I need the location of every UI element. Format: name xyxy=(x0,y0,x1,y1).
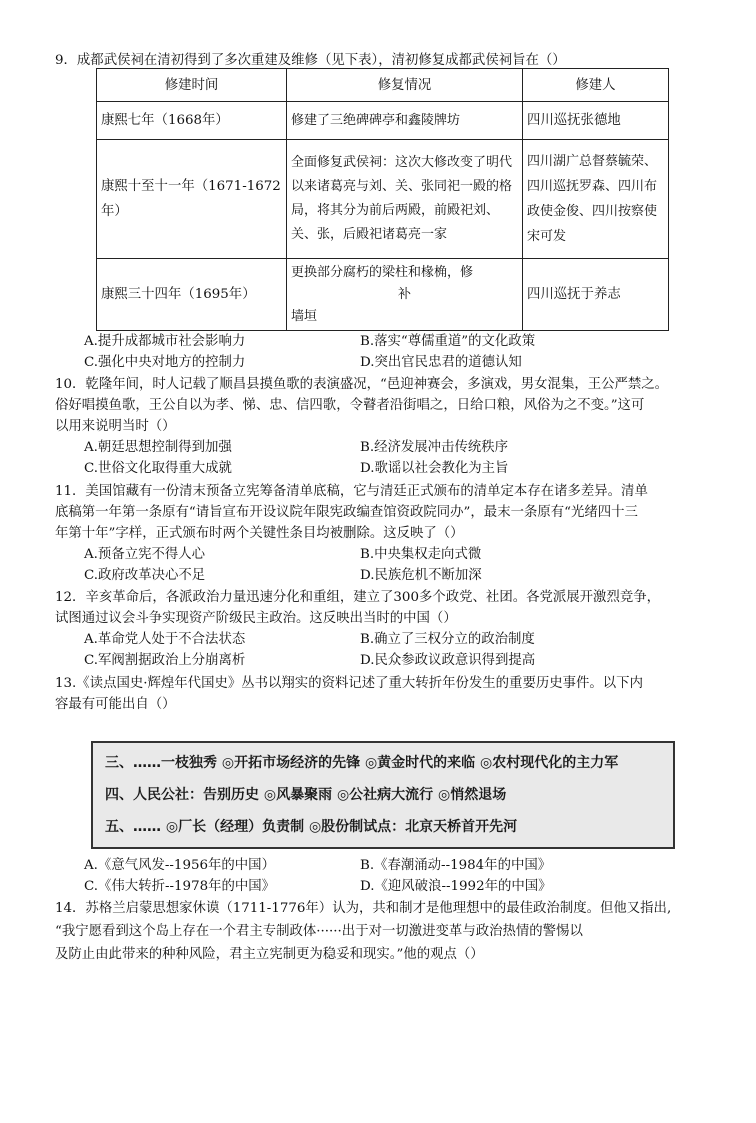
table-cell-person: 四川湖广总督蔡毓荣、四川巡抚罗森、四川布政使金俊、四川按察使宋可发 xyxy=(523,140,669,259)
q13-option-b: B.《春潮涌动--1984年的中国》 xyxy=(360,858,552,873)
q12-stem-line2: 试图通过议会斗争实现资产阶级民主政治。这反映出当时的中国（） xyxy=(55,611,457,626)
table-row xyxy=(97,102,669,140)
q10-option-d: D.歌谣以社会教化为主旨 xyxy=(360,461,509,476)
q11-option-c: C.政府改革决心不足 xyxy=(84,568,206,583)
table-row xyxy=(97,140,669,259)
table-cell-time: 康熙三十四年（1695年） xyxy=(97,259,287,331)
table-row xyxy=(97,259,669,331)
table-cell-time: 康熙十至十一年（1671-1672年） xyxy=(97,140,287,259)
q12-option-b: B.确立了三权分立的政治制度 xyxy=(360,632,535,647)
q9-option-c: C.强化中央对地方的控制力 xyxy=(84,355,246,370)
q13-excerpt-image xyxy=(91,741,675,849)
q10-option-b: B.经济发展冲击传统秩序 xyxy=(360,440,509,455)
q12-option-a: A.革命党人处于不合法状态 xyxy=(84,632,246,647)
q11-stem-line1: 11．美国馆藏有一份清末预备立宪筹备清单底稿，它与清廷正式颁布的清单定本存在诸多差异。清单 xyxy=(55,484,648,499)
detail-line-3: 墙垣 xyxy=(291,308,318,324)
q13-stem-line1: 13.《读点国史·辉煌年代国史》丛书以翔实的资料记述了重大转折年份发生的重要历史事件。以下内 xyxy=(55,676,643,691)
q14-stem-line1: 14．苏格兰启蒙思想家休谟（1711-1776年）认为，共和制才是他理想中的最佳政治制度。但他又指出, xyxy=(55,901,672,916)
q11-option-d: D.民族危机不断加深 xyxy=(360,568,482,583)
q10-stem-line3: 以用来说明当时（） xyxy=(55,419,176,434)
table-cell-person: 四川巡抚张德地 xyxy=(523,102,669,140)
q11-stem-line3: 年第十年”字样，正式颁布时两个关键性条目均被删除。这反映了（） xyxy=(55,526,464,541)
q11-stem-line2: 底稿第一年第一条原有“请旨宣布开设议院年限宪政编查馆资政院同办”，最末一条原有“光绪四十三 xyxy=(55,505,638,520)
q13-option-d: D.《迎风破浪--1992年的中国》 xyxy=(360,879,552,894)
excerpt-row-3: 五、…… ◎厂长（经理）负责制 ◎股份制试点：北京天桥首开先河 xyxy=(105,819,518,835)
q13-option-c: C.《伟大转折--1978年的中国》 xyxy=(84,879,276,894)
q13-stem-line2: 容最有可能出自（） xyxy=(55,697,176,712)
q11-option-a: A.预备立宪不得人心 xyxy=(84,547,206,562)
q10-stem-line1: 10．乾隆年间，时人记载了顺昌县摸鱼歌的表演盛况，“邑迎神赛会，多演戏，男女混集，王公严禁之。 xyxy=(55,377,669,392)
table-cell-detail: 修建了三绝碑碑亭和鑫陵牌坊 xyxy=(287,102,523,140)
table-cell-detail: 全面修复武侯祠：这次大修改变了明代以来诸葛亮与刘、关、张同祀一殿的格局，将其分为前后两殿，前殿祀刘、关、张，后殿祀诸葛亮一家 xyxy=(287,140,523,259)
q14-stem-line3: 及防止由此带来的种种风险，君主立宪制更为稳妥和现实。”他的观点（） xyxy=(55,947,484,962)
q14-stem-line2: “我宁愿看到这个岛上存在一个君主专制政体······出于对一切激进变革与政治热情的警惕以 xyxy=(55,924,583,939)
table-header-person: 修建人 xyxy=(523,69,669,102)
table-cell-person: 四川巡抚于养志 xyxy=(523,259,669,331)
q13-option-a: A.《意气风发--1956年的中国） xyxy=(84,858,275,873)
table-cell-time: 康熙七年（1668年） xyxy=(97,102,287,140)
detail-line-2: 补 xyxy=(397,286,411,302)
table-header-detail: 修复情况 xyxy=(287,69,523,102)
q12-option-c: C.军阀割据政治上分崩离析 xyxy=(84,653,246,668)
q11-option-b: B.中央集权走向式微 xyxy=(360,547,482,562)
detail-line-1: 更换部分腐朽的梁柱和椽桷，修 xyxy=(291,264,474,280)
table-cell-detail xyxy=(287,259,523,331)
q9-stem: 9．成都武侯祠在清初得到了多次重建及维修（见下表），清初修复成都武侯祠旨在（） xyxy=(55,53,566,68)
q12-stem-line1: 12．辛亥革命后，各派政治力量迅速分化和重组，建立了300多个政党、社团。各党派展开激烈竞争， xyxy=(55,590,661,605)
q9-option-d: D.突出官民忠君的道德认知 xyxy=(360,355,522,370)
table-header-row xyxy=(97,69,669,102)
q10-option-a: A.朝廷思想控制得到加强 xyxy=(84,440,232,455)
table-header-time: 修建时间 xyxy=(97,69,287,102)
q9-option-a: A.提升成都城市社会影响力 xyxy=(84,334,246,349)
q10-option-c: C.世俗文化取得重大成就 xyxy=(84,461,232,476)
q9-option-b: B.落实“尊儒重道”的文化政策 xyxy=(360,334,536,349)
q10-stem-line2: 俗好唱摸鱼歌，王公自以为孝、悌、忠、信四歌，令瞽者沿街唱之，日给口粮，风俗为之不变。”这可 xyxy=(55,398,645,413)
q9-repair-table xyxy=(96,68,669,331)
excerpt-row-1: 三、……一枝独秀 ◎开拓市场经济的先锋 ◎黄金时代的来临 ◎农村现代化的主力军 xyxy=(105,755,619,771)
q12-option-d: D.民众参政议政意识得到提高 xyxy=(360,653,536,668)
excerpt-row-2: 四、人民公社：告别历史 ◎风暴聚雨 ◎公社病大流行 ◎悄然退场 xyxy=(105,787,507,803)
